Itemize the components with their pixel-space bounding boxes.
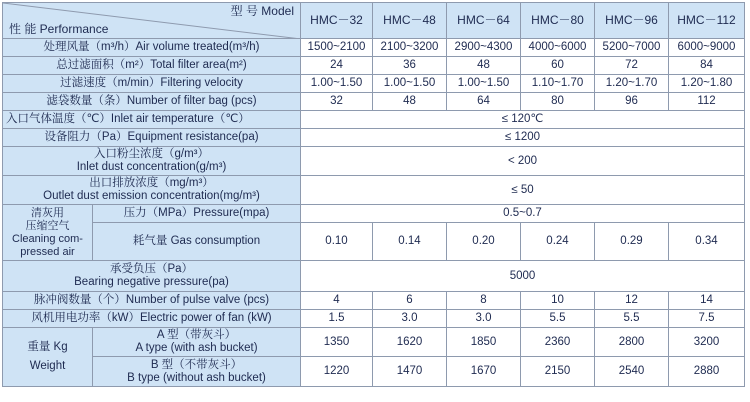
type-a-label-en: A type (with ash bucket): [135, 342, 258, 354]
value-cell: 1.20~1.70: [595, 75, 669, 93]
value-cell: 72: [595, 57, 669, 75]
value-cell: 24: [301, 57, 373, 75]
value-cell: 0.24: [521, 223, 595, 261]
value-cell: 1500~2100: [301, 39, 373, 57]
value-cell: 3.0: [447, 310, 521, 328]
filter-velocity-label: 过滤速度（m/min）Filtering velocity: [3, 75, 301, 93]
value-cell: 1670: [447, 357, 521, 387]
outlet-dust-label-en: Outlet dust emission concentration(mg/m³): [43, 190, 260, 202]
compressed-air-line: 清灰用: [31, 206, 64, 219]
value-cell: 4000~6000: [521, 39, 595, 57]
value-cell: 1.20~1.80: [669, 75, 745, 93]
model-header-label: 型 号 Model: [230, 4, 294, 18]
value-cell: 80: [521, 93, 595, 111]
model-name: HMC－96: [595, 3, 669, 39]
header-corner-cell: [3, 3, 301, 39]
value-cell: 5000: [301, 261, 745, 292]
model-name: HMC－48: [373, 3, 447, 39]
bag-count-label: 滤袋数量（条）Number of filter bag (pcs): [3, 93, 301, 111]
inlet-dust-row: [3, 147, 745, 176]
inlet-temp-row: [3, 111, 745, 129]
weight-group-label: [3, 328, 93, 387]
filter-area-row: [3, 57, 745, 75]
value-cell: 0.29: [595, 223, 669, 261]
value-cell: 5200~7000: [595, 39, 669, 57]
negative-pressure-label-en: Bearing negative pressure(pa): [74, 276, 229, 288]
filter-velocity-row: [3, 75, 745, 93]
inlet-temp-label: 入口气体温度（℃）Inlet air temperature（℃）: [3, 111, 301, 129]
value-cell: ≤ 120℃: [301, 111, 745, 129]
weight-label-en: Weight: [29, 360, 66, 372]
spec-table: [2, 2, 745, 387]
value-cell: 1.10~1.70: [521, 75, 595, 93]
value-cell: 6: [373, 292, 447, 310]
value-cell: 14: [669, 292, 745, 310]
fan-power-label: 风机用电功率（kW）Electric power of fan (kW): [3, 310, 301, 328]
pulse-valve-row: [3, 292, 745, 310]
negative-pressure-row: [3, 261, 745, 292]
value-cell: 60: [521, 57, 595, 75]
value-cell: 2360: [521, 328, 595, 357]
value-cell: 5.5: [595, 310, 669, 328]
value-cell: < 200: [301, 147, 745, 176]
outlet-dust-row: [3, 176, 745, 205]
filter-area-label: 总过滤面积（m²）Total filter area(m²): [3, 57, 301, 75]
weight-a-row: [3, 328, 745, 357]
value-cell: 1470: [373, 357, 447, 387]
value-cell: 3.0: [373, 310, 447, 328]
compressed-air-group-label: [3, 205, 93, 261]
value-cell: 84: [669, 57, 745, 75]
value-cell: 12: [595, 292, 669, 310]
value-cell: 2880: [669, 357, 745, 387]
value-cell: 1.00~1.50: [301, 75, 373, 93]
type-b-label-en: B type (without ash bucket): [127, 371, 266, 384]
value-cell: 2800: [595, 328, 669, 357]
air-volume-label: 处理风量（m³/h）Air volume treated(m³/h): [3, 39, 301, 57]
value-cell: 48: [373, 93, 447, 111]
value-cell: 10: [521, 292, 595, 310]
gas-consumption-label: 耗气量 Gas consumption: [93, 223, 301, 261]
outlet-dust-label-cn: 出口排放浓度（mg/m³）: [89, 177, 214, 189]
weight-label-cn: 重量 Kg: [27, 341, 68, 353]
negative-pressure-label-cn: 承受负压（Pa）: [109, 263, 194, 275]
type-b-label: [93, 357, 301, 387]
value-cell: 1350: [301, 328, 373, 357]
value-cell: 2150: [521, 357, 595, 387]
bag-count-row: [3, 93, 745, 111]
performance-header-label: 性 能 Performance: [9, 22, 109, 36]
model-name: HMC－64: [447, 3, 521, 39]
model-name: HMC－32: [301, 3, 373, 39]
value-cell: 1.00~1.50: [373, 75, 447, 93]
header-row: [3, 3, 745, 39]
value-cell: 5.5: [521, 310, 595, 328]
value-cell: 2100~3200: [373, 39, 447, 57]
value-cell: 32: [301, 93, 373, 111]
type-a-label: [93, 328, 301, 357]
model-name: HMC－112: [669, 3, 745, 39]
fan-power-row: [3, 310, 745, 328]
value-cell: 1220: [301, 357, 373, 387]
value-cell: 0.5~0.7: [301, 205, 745, 223]
type-a-label-cn: A 型（带灰斗）: [156, 329, 237, 341]
negative-pressure-label: [3, 261, 301, 292]
pressure-label: 压力（MPa）Pressure(mpa): [93, 205, 301, 223]
compressed-air-line: 压缩空气: [25, 219, 70, 232]
value-cell: 1620: [373, 328, 447, 357]
air-pressure-row: [3, 205, 745, 223]
inlet-dust-label-cn: 入口粉尘浓度（g/m³）: [94, 148, 209, 160]
resistance-label: 设备阻力（Pa）Equipment resistance(pa): [3, 129, 301, 147]
value-cell: 4: [301, 292, 373, 310]
inlet-dust-label: [3, 147, 301, 176]
pulse-valve-label: 脉冲阀数量（个）Number of pulse valve (pcs): [3, 292, 301, 310]
value-cell: 0.10: [301, 223, 373, 261]
compressed-air-line: Cleaning com-: [12, 232, 83, 245]
value-cell: 7.5: [669, 310, 745, 328]
gas-consumption-row: [3, 223, 745, 261]
value-cell: 48: [447, 57, 521, 75]
value-cell: 0.14: [373, 223, 447, 261]
value-cell: 1.00~1.50: [447, 75, 521, 93]
compressed-air-line: pressed air: [20, 245, 75, 258]
inlet-dust-label-en: Inlet dust concentration(g/m³): [76, 161, 227, 173]
value-cell: ≤ 1200: [301, 129, 745, 147]
value-cell: 2540: [595, 357, 669, 387]
value-cell: 6000~9000: [669, 39, 745, 57]
value-cell: 0.20: [447, 223, 521, 261]
value-cell: 0.34: [669, 223, 745, 261]
value-cell: 3200: [669, 328, 745, 357]
model-name: HMC－80: [521, 3, 595, 39]
type-b-label-cn: B 型（不带灰斗）: [150, 358, 243, 371]
resistance-row: [3, 129, 745, 147]
outlet-dust-label: [3, 176, 301, 205]
value-cell: 2900~4300: [447, 39, 521, 57]
value-cell: 112: [669, 93, 745, 111]
value-cell: 1.5: [301, 310, 373, 328]
value-cell: 36: [373, 57, 447, 75]
value-cell: 8: [447, 292, 521, 310]
weight-b-row: [3, 357, 745, 387]
value-cell: 1850: [447, 328, 521, 357]
value-cell: 64: [447, 93, 521, 111]
value-cell: 96: [595, 93, 669, 111]
value-cell: ≤ 50: [301, 176, 745, 205]
air-volume-row: [3, 39, 745, 57]
